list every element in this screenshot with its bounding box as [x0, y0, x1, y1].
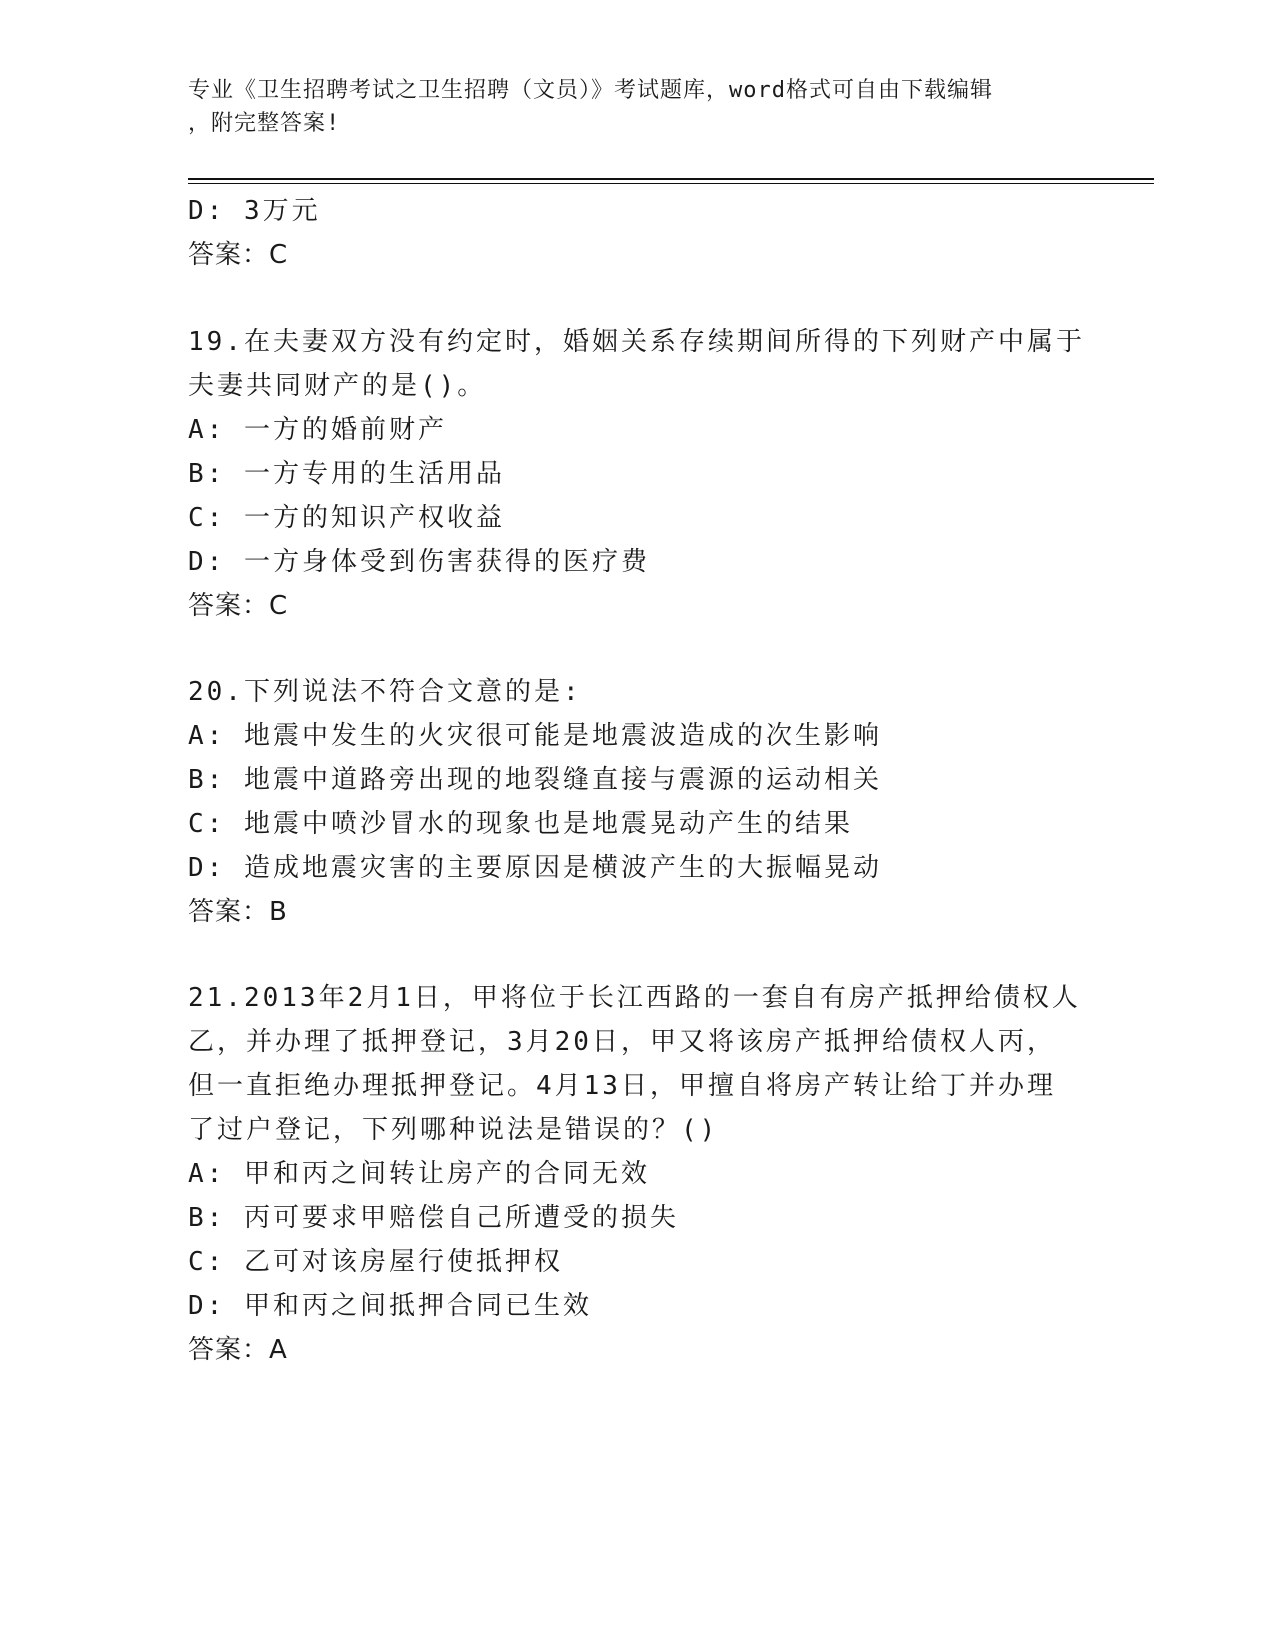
q20-option-b: B: 地震中道路旁出现的地裂缝直接与震源的运动相关 [188, 765, 882, 795]
q19-option-c: C: 一方的知识产权收益 [188, 503, 505, 533]
q21-option-a: A: 甲和丙之间转让房产的合同无效 [188, 1159, 650, 1189]
q21-answer: 答案：A [188, 1335, 288, 1365]
q20-option-d: D: 造成地震灾害的主要原因是横波产生的大振幅晃动 [188, 853, 882, 883]
header-line-1: 专业《卫生招聘考试之卫生招聘（文员）》考试题库，word格式可自由下载编辑 [188, 78, 993, 103]
q19-stem-line-1: 19.在夫妻双方没有约定时，婚姻关系存续期间所得的下列财产中属于 [188, 327, 1085, 357]
q18-answer: 答案：C [188, 240, 289, 270]
q21-option-d: D: 甲和丙之间抵押合同已生效 [188, 1291, 592, 1321]
q21-stem-line-4: 了过户登记，下列哪种说法是错误的？() [188, 1115, 719, 1145]
q19-option-b: B: 一方专用的生活用品 [188, 459, 505, 489]
header-divider-thin [188, 183, 1154, 184]
header-divider-thick [188, 178, 1154, 180]
q21-option-c: C: 乙可对该房屋行使抵押权 [188, 1247, 563, 1277]
document-header [188, 74, 1088, 140]
q19-answer: 答案：C [188, 591, 289, 621]
q19-stem-line-2: 夫妻共同财产的是()。 [188, 371, 487, 401]
q20-option-c: C: 地震中喷沙冒水的现象也是地震晃动产生的结果 [188, 809, 853, 839]
q19-option-a: A: 一方的婚前财产 [188, 415, 447, 445]
q19-option-d: D: 一方身体受到伤害获得的医疗费 [188, 547, 650, 577]
q21-stem-line-1: 21.2013年2月1日，甲将位于长江西路的一套自有房产抵押给债权人 [188, 983, 1081, 1013]
q20-option-a: A: 地震中发生的火灾很可能是地震波造成的次生影响 [188, 721, 882, 751]
q20-stem-line-1: 20.下列说法不符合文意的是: [188, 677, 582, 707]
q18-option-d: D: 3万元 [188, 196, 321, 226]
q21-option-b: B: 丙可要求甲赔偿自己所遭受的损失 [188, 1203, 679, 1233]
q20-answer: 答案：B [188, 897, 288, 927]
header-line-2: ，附完整答案! [188, 111, 341, 136]
q21-stem-line-3: 但一直拒绝办理抵押登记。4月13日，甲擅自将房产转让给丁并办理 [188, 1071, 1056, 1101]
q21-stem-line-2: 乙，并办理了抵押登记，3月20日，甲又将该房产抵押给债权人丙， [188, 1027, 1056, 1057]
